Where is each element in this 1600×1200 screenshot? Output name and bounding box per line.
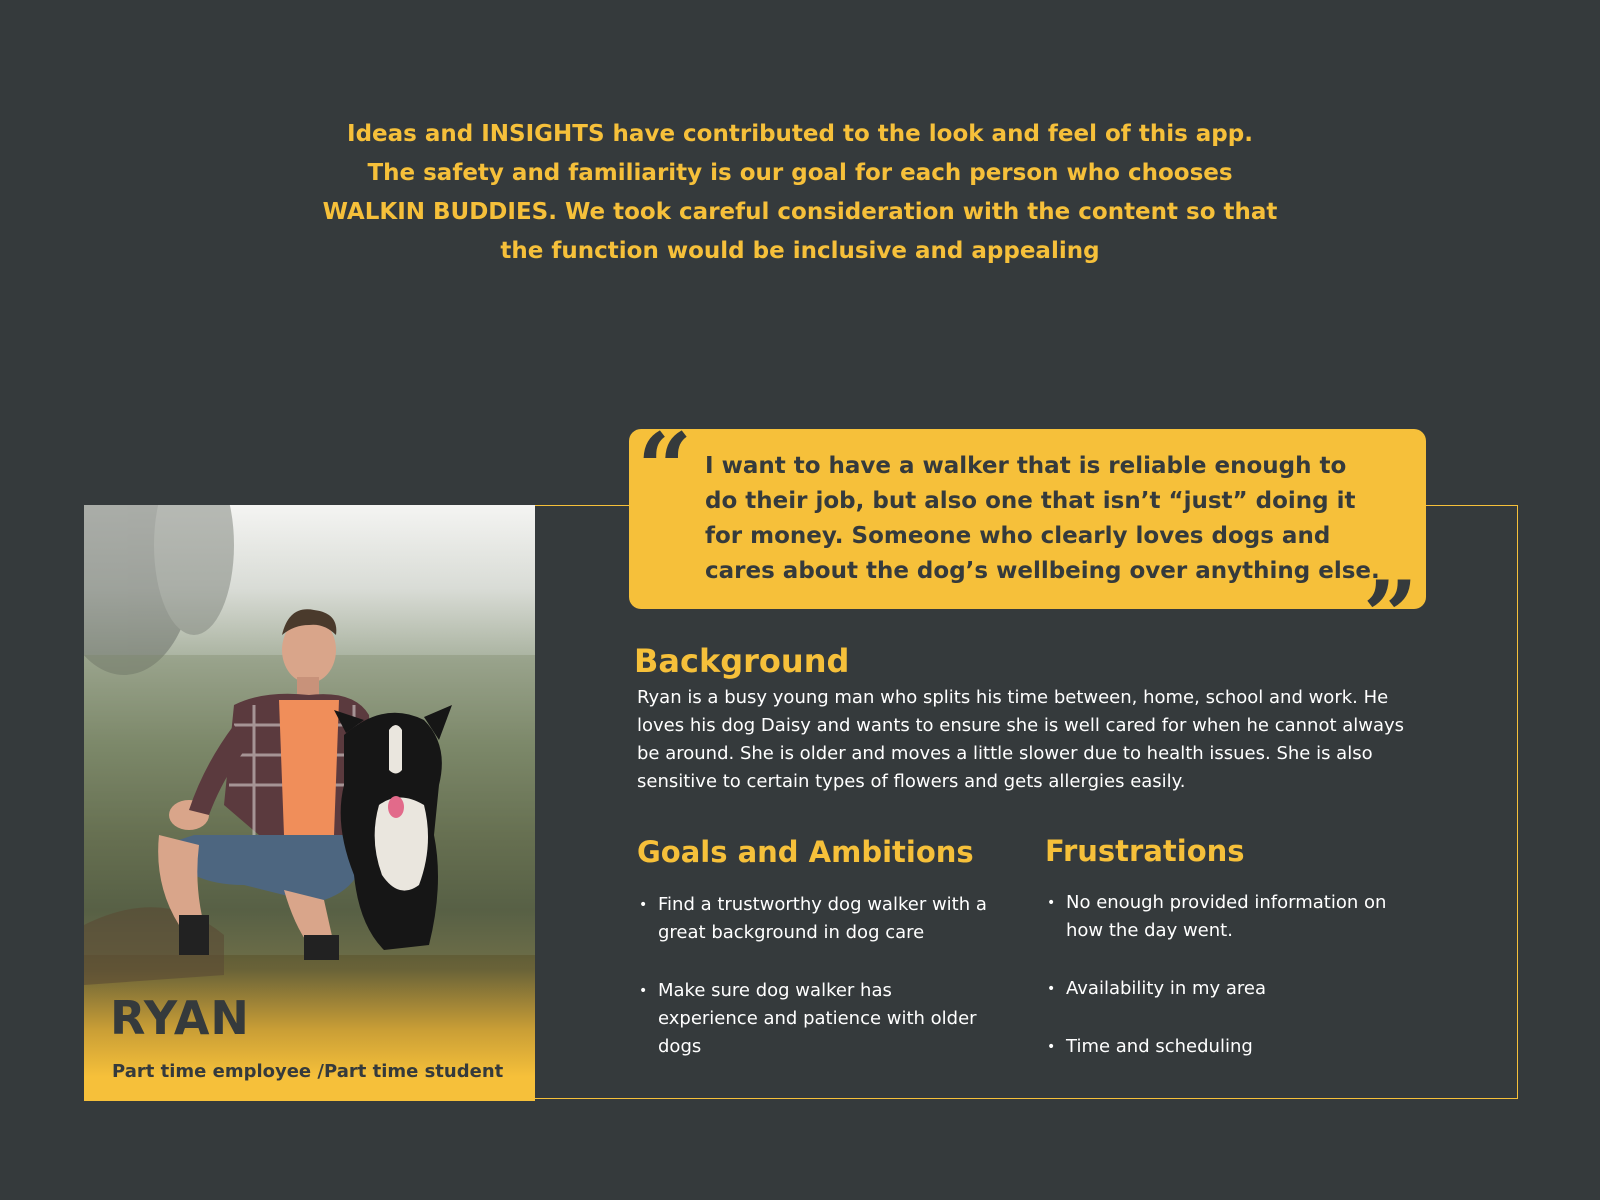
close-quote-icon: ” (1362, 560, 1418, 673)
goals-item: • Find a trustworthy dog walker with a great background in dog care (637, 891, 997, 947)
frustrations-heading: Frustrations (1045, 834, 1245, 868)
background-text: Ryan is a busy young man who splits his time between, home, school and work. He loves his dog Daisy and wants to ensure she is well cared for when he cannot always be around. She is older and moves a little slower due to health issues. She is also sensitive to certain types of flowers and gets allergies easily. (637, 687, 1405, 792)
background-heading: Background (634, 642, 850, 680)
persona-quote-text: I want to have a walker that is reliable enough to do their job, but also one that isn’t “just” doing it for money. Someone who clearly loves dogs and cares about the dog’s wellbeing over anything else. (705, 453, 1380, 584)
persona-role: Part time employee /Part time student (112, 1061, 504, 1082)
frustrations-list (1045, 889, 1390, 1091)
frustrations-item: • Time and scheduling (1045, 1033, 1390, 1061)
open-quote-icon: “ (637, 412, 693, 525)
tree-silhouette (84, 505, 234, 675)
persona-photo-panel (84, 505, 535, 1101)
frustrations-item: • Availability in my area (1045, 975, 1390, 1003)
goals-heading: Goals and Ambitions (637, 835, 974, 869)
goals-list (637, 891, 997, 1091)
frustrations-item: • No enough provided information on how the day went. (1045, 889, 1390, 945)
intro-text: Ideas and INSIGHTS have contributed to the look and feel of this app. The safety and familiarity is our goal for each person who chooses WALKIN BUDDIES. We took careful consideration with the content so that the function would be inclusive and appealing (322, 121, 1278, 264)
goals-item: • Make sure dog walker has experience and patience with older dogs (637, 977, 997, 1061)
persona-name: RYAN (110, 991, 250, 1045)
